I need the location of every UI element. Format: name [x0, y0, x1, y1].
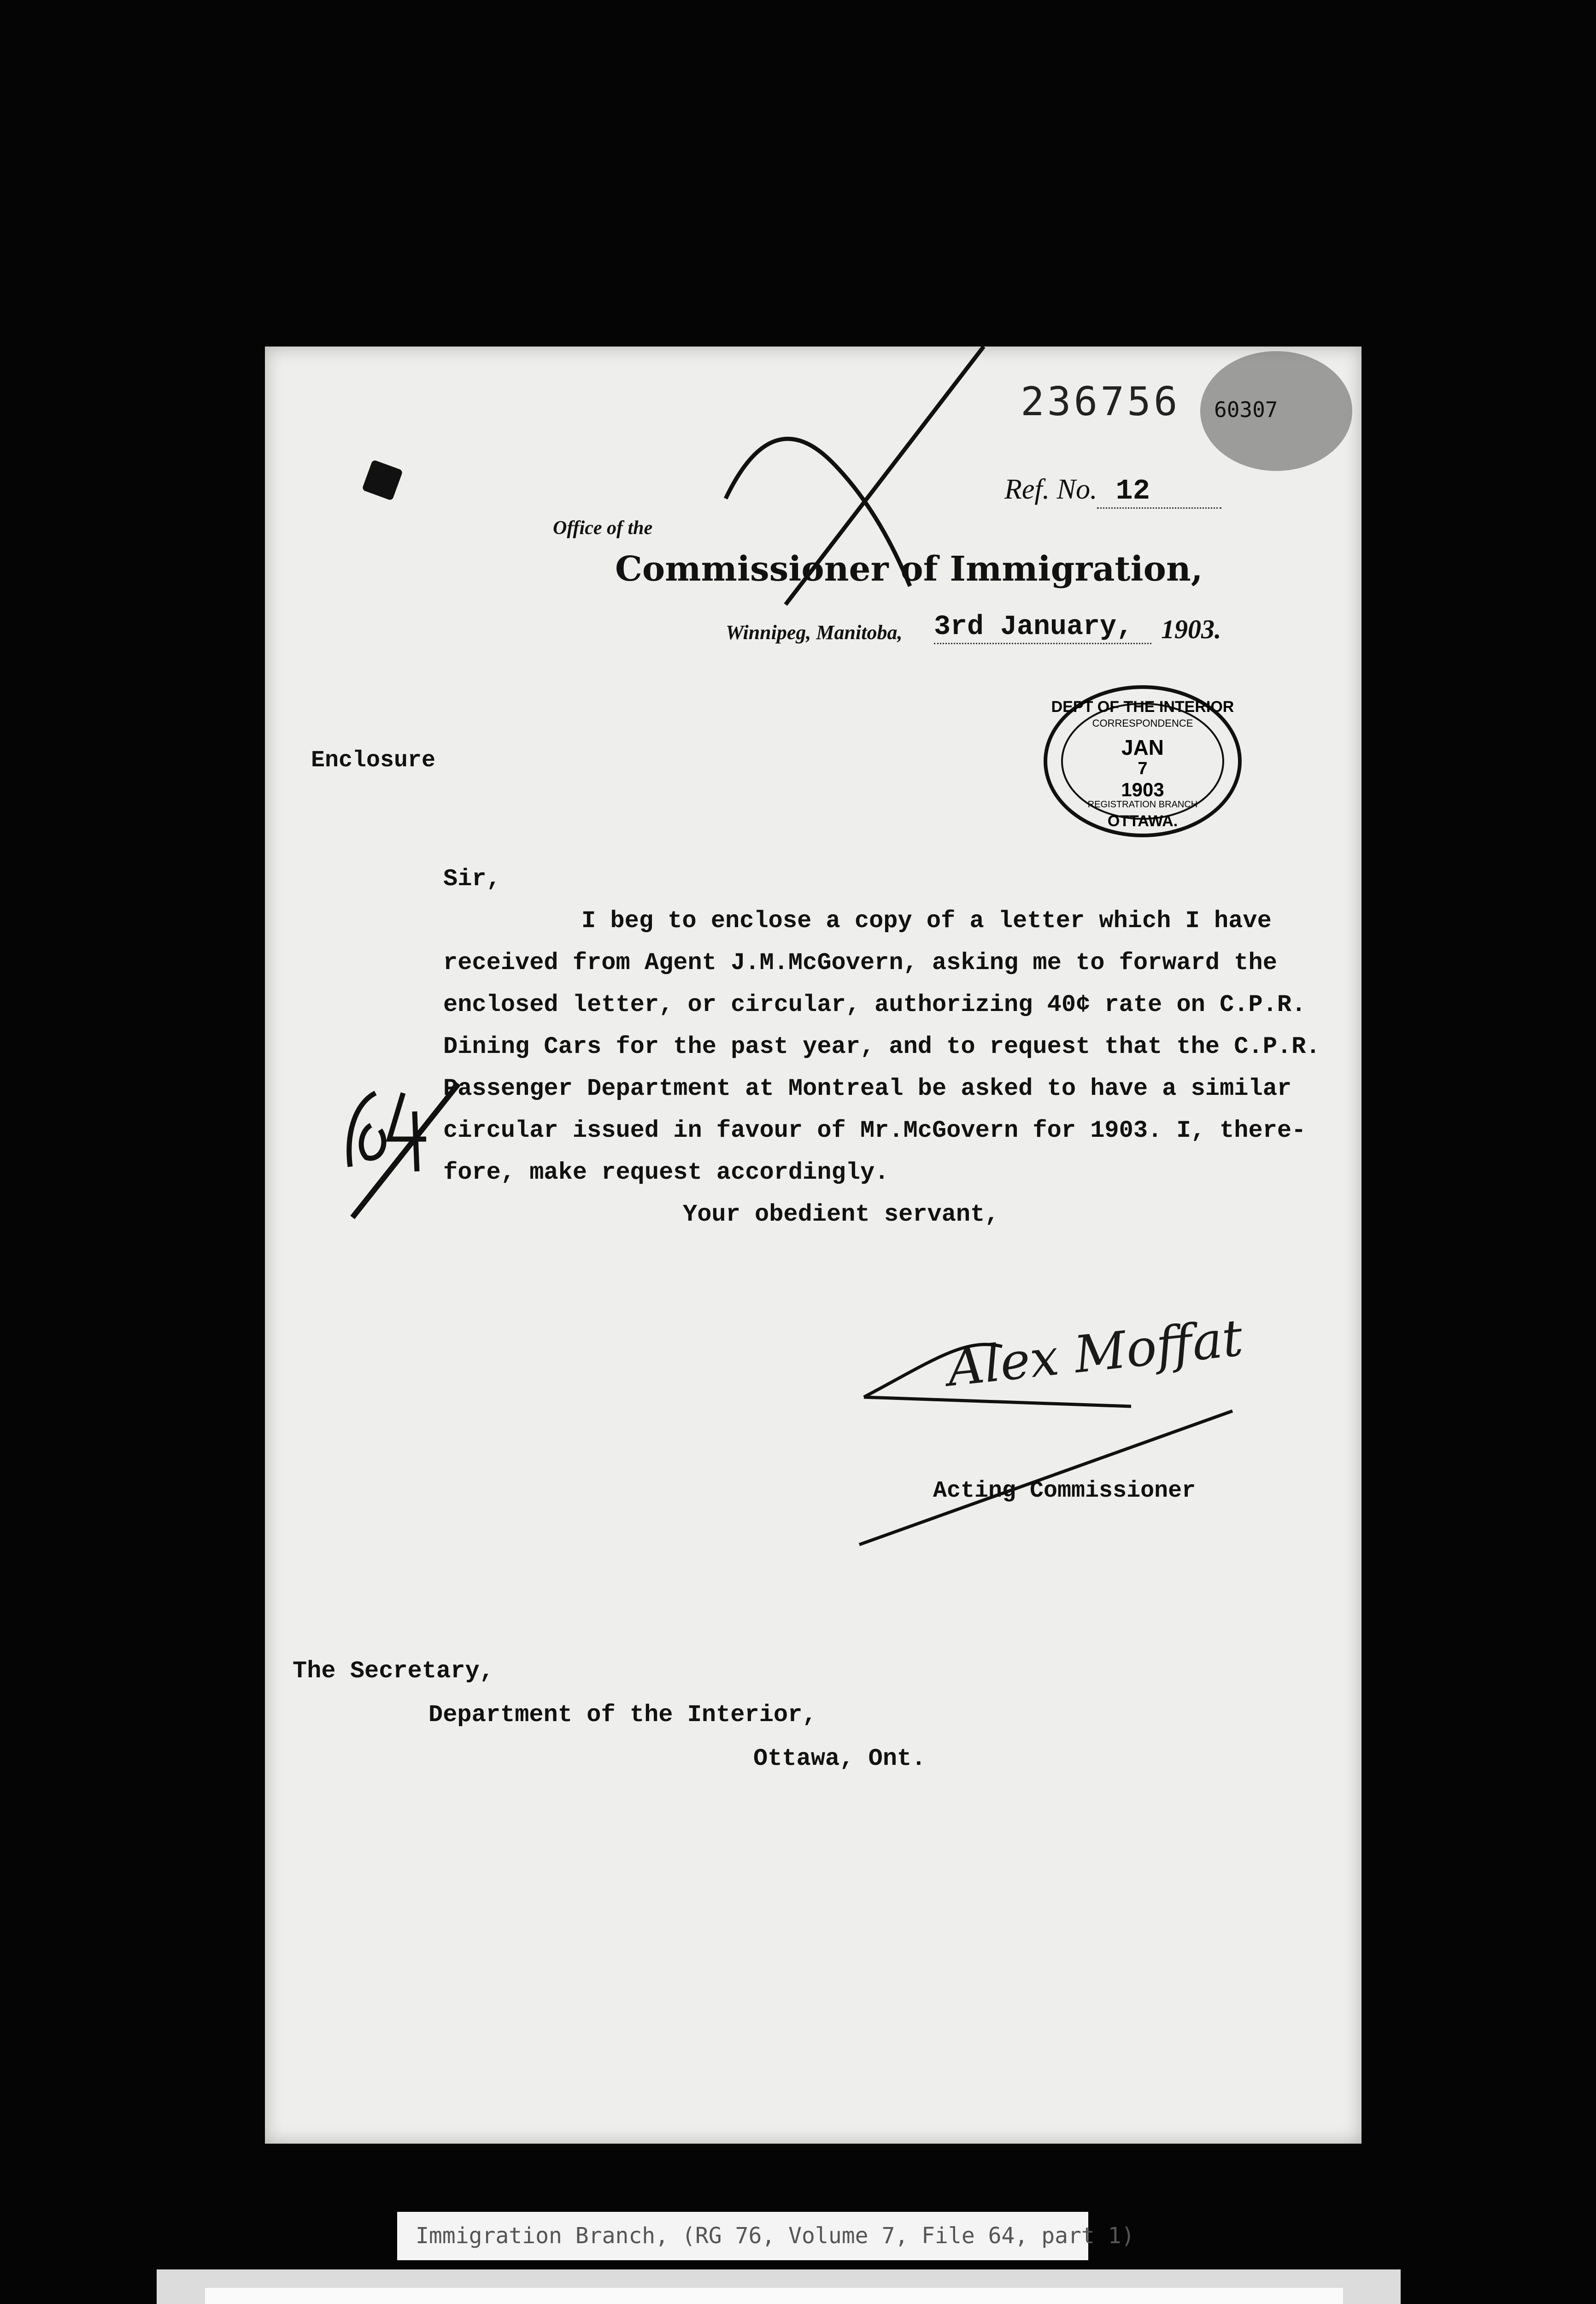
letter-date: 3rd January,: [934, 611, 1151, 644]
stamp-month: JAN: [1121, 735, 1164, 759]
letterhead-title: Commissioner of Immigration,: [615, 549, 1203, 589]
ref-label: Ref. No.: [1004, 474, 1097, 505]
body-line: Passenger Department at Montreal be asked to have a similar: [443, 1075, 1292, 1102]
pencil-cross-stroke: [786, 347, 984, 605]
signer-title: Acting Commissioner: [933, 1478, 1196, 1504]
letter-place: Winnipeg, Manitoba,: [726, 621, 903, 644]
stamp-registration: REGISTRATION BRANCH: [1087, 799, 1198, 810]
body-line: I beg to enclose a copy of a letter which I have: [581, 907, 1272, 935]
body-line: received from Agent J.M.McGovern, asking me to forward the: [443, 949, 1277, 976]
stamp-correspondence: CORRESPONDENCE: [1092, 717, 1193, 729]
salutation: Sir,: [443, 865, 501, 893]
scanned-letter: [265, 347, 1361, 2144]
addressee-line: Department of the Interior,: [428, 1701, 817, 1728]
signature-underline: [859, 1411, 1232, 1545]
margin-note-digit-6: [349, 1093, 384, 1167]
signature: Alex Moffat: [945, 1308, 1246, 1398]
enclosure-label: Enclosure: [311, 747, 436, 774]
addressee-line: Ottawa, Ont.: [753, 1745, 926, 1772]
body-line: enclosed letter, or circular, authorizing 40¢ rate on C.P.R.: [443, 991, 1306, 1018]
stamp-city: OTTAWA.: [1107, 812, 1178, 830]
stamp-year: 1903: [1121, 779, 1164, 800]
body-line: fore, make request accordingly.: [443, 1159, 889, 1186]
closing: Your obedient servant,: [683, 1201, 999, 1228]
archive-reference: Immigration Branch, (RG 76, Volume 7, File 64, part 1): [416, 2223, 1135, 2249]
serial-number: 236756: [1021, 379, 1180, 425]
addressee-line: The Secretary,: [293, 1657, 494, 1685]
signature-flourish: [864, 1345, 1131, 1406]
letter-year: 1903.: [1161, 614, 1221, 644]
margin-note-slash: [352, 1084, 458, 1217]
handwritten-marks: [265, 347, 1361, 2144]
body-line: circular issued in favour of Mr.McGovern for 1903. I, there-: [443, 1117, 1306, 1144]
stamp-department: DEPT OF THE INTERIOR: [1051, 698, 1234, 716]
corner-stamp-number: 60307: [1214, 397, 1278, 422]
archive-plaque: [157, 2269, 1401, 2304]
archive-reference-strip: [397, 2212, 1135, 2260]
body-line: Dining Cars for the past year, and to request that the C.P.R.: [443, 1033, 1320, 1060]
archive-card: [205, 2288, 1343, 2304]
ref-number: 12: [1097, 475, 1221, 509]
stamp-day: 7: [1138, 759, 1148, 778]
office-label: Office of the: [553, 517, 653, 539]
